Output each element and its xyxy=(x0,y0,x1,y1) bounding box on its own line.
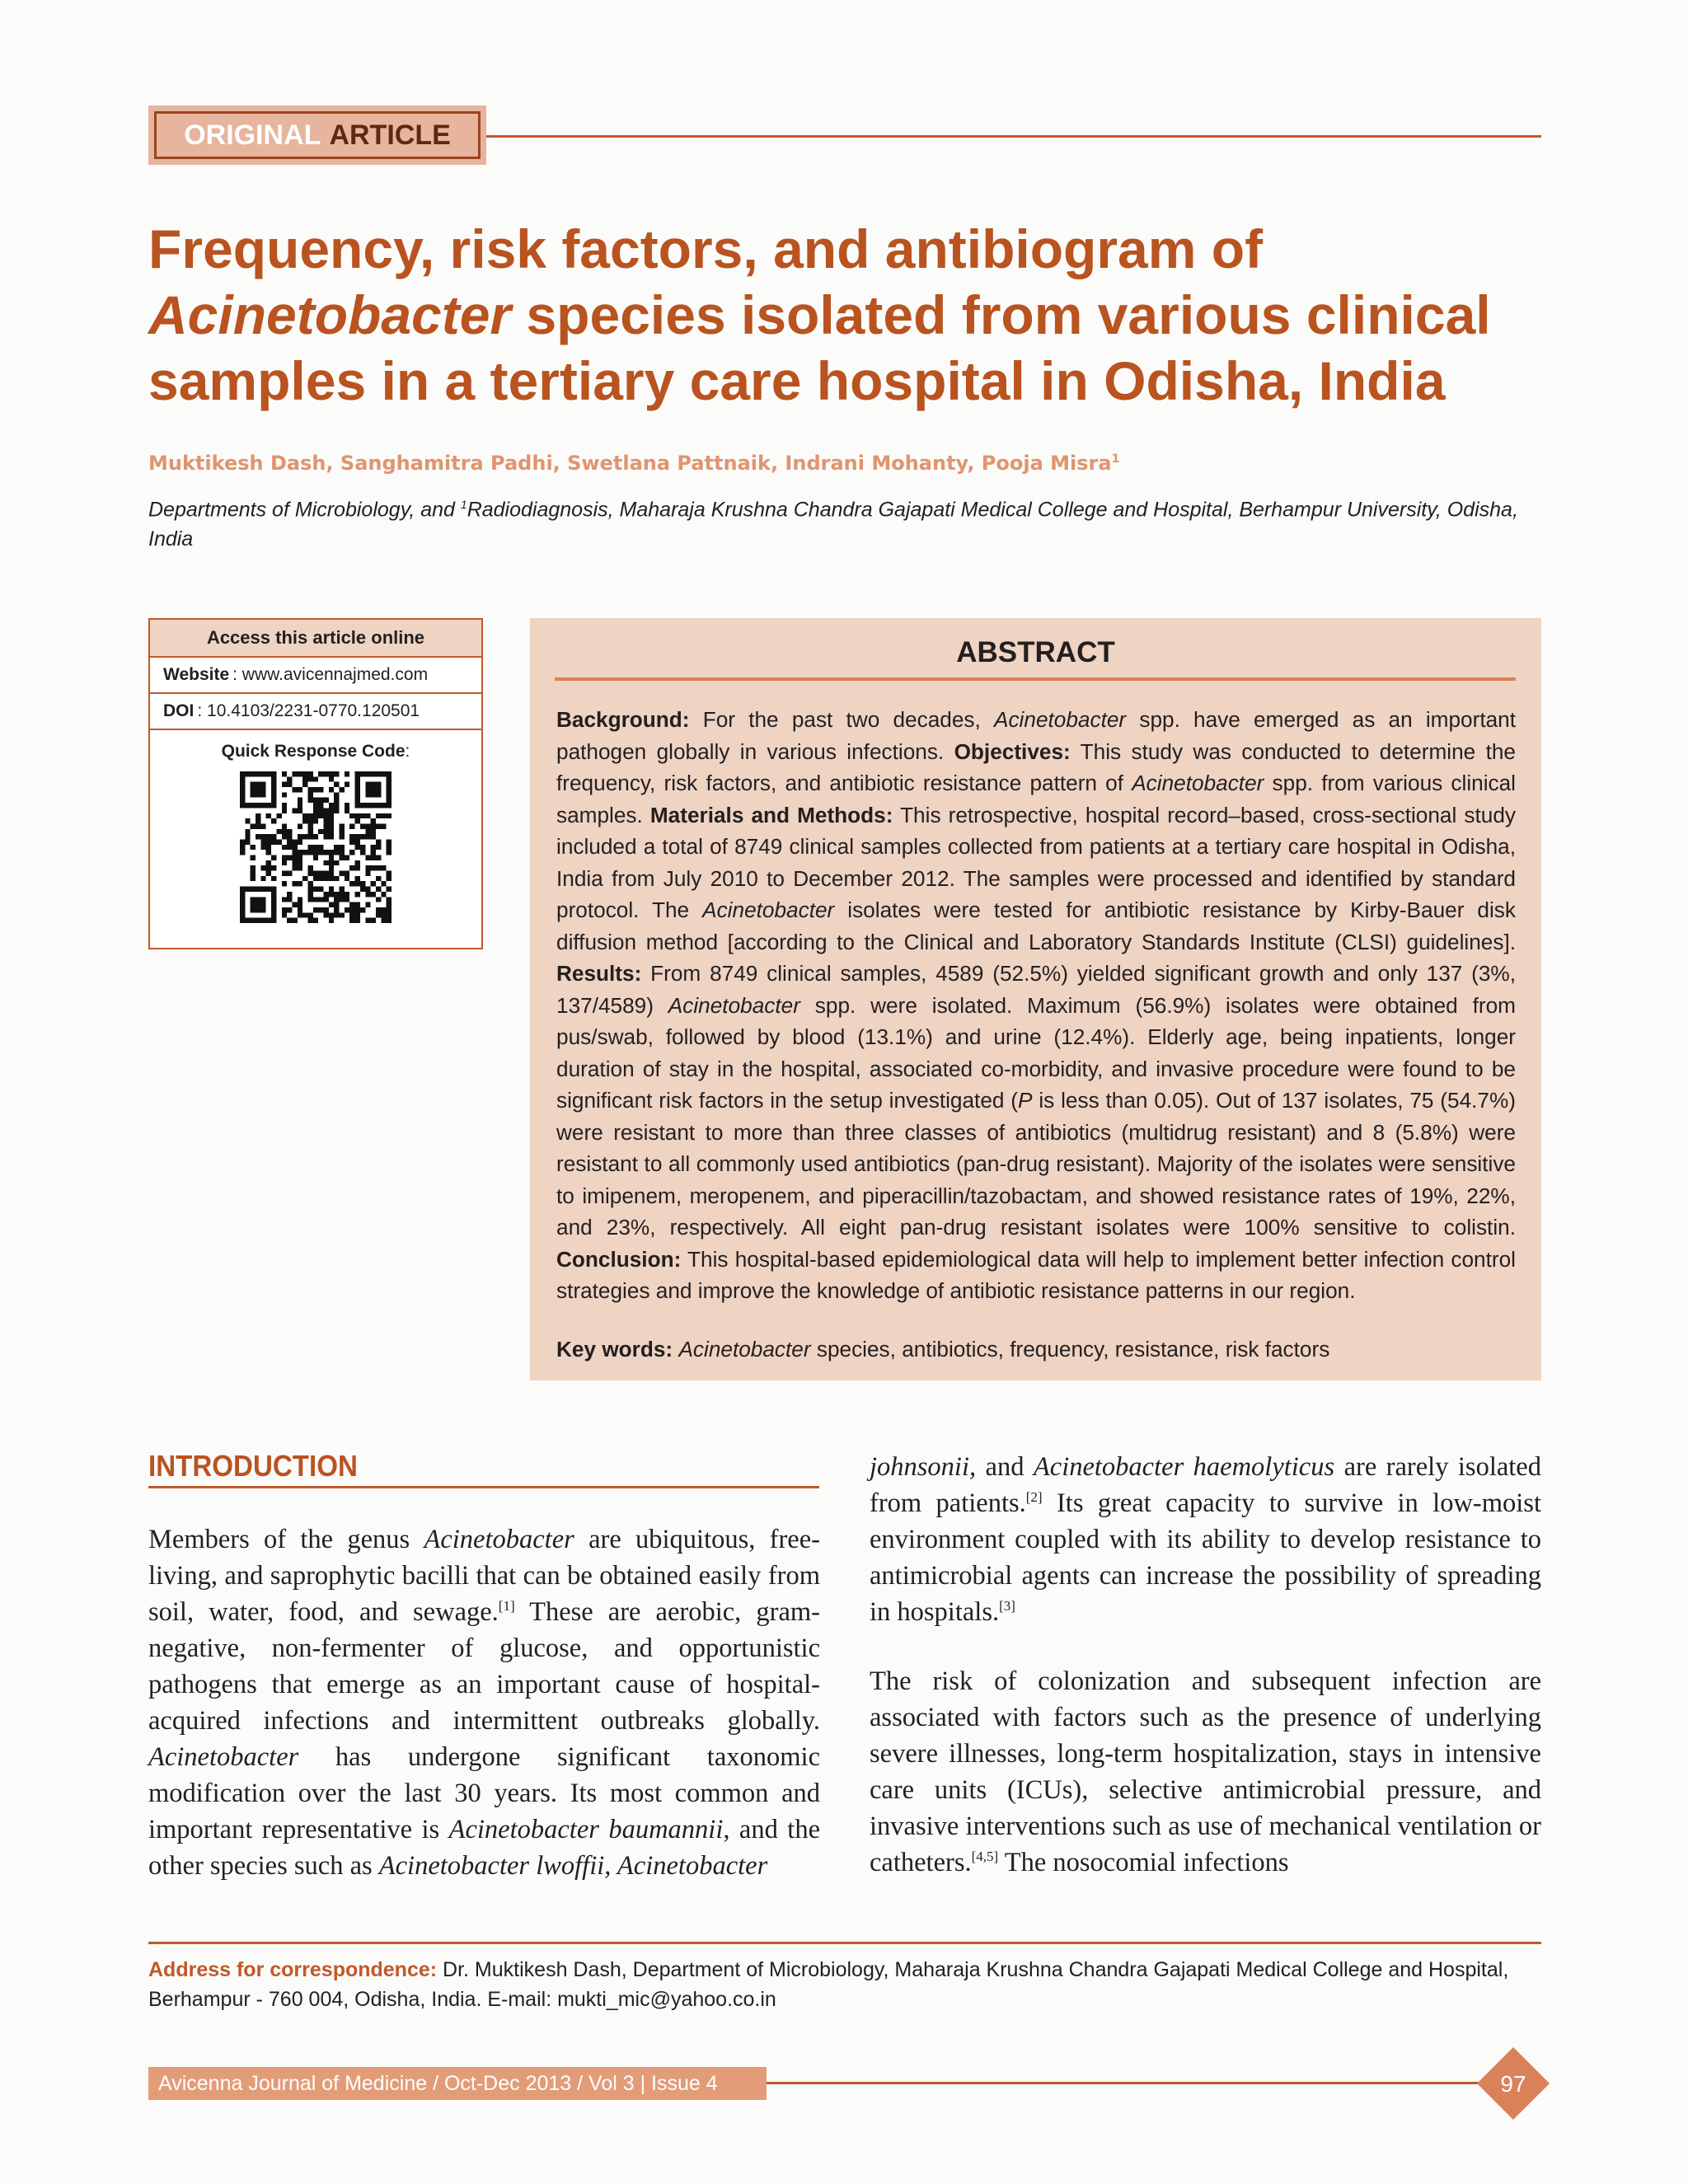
introduction-heading: INTRODUCTION xyxy=(148,1449,358,1483)
affiliation-mark: 1 xyxy=(460,498,467,511)
title-line-1: Frequency, risk factors, and antibiogram of xyxy=(148,218,1264,279)
abstract-background-text-2: spp. have emerged as an important pathogen globally in various infections. xyxy=(556,707,1517,764)
keywords-genus: Acinetobacter xyxy=(678,1337,811,1361)
doi-label: DOI xyxy=(163,701,195,720)
header-divider xyxy=(486,135,1541,138)
abstract-panel xyxy=(530,618,1541,1380)
introduction-column-right-p1 xyxy=(870,1449,1541,1630)
affiliation xyxy=(148,490,1550,554)
qr-label-text: Quick Response Code xyxy=(221,742,406,761)
citation-3[interactable]: [3] xyxy=(999,1598,1015,1615)
article-type-label xyxy=(154,111,481,159)
website-label: Website xyxy=(163,665,230,684)
abstract-methods-text-2: isolates were tested for antibiotic resistance by Kirby-Bauer disk diffusion method [according to the Clinical and Laboratory Standards Institute (CLSI) guidelines]. xyxy=(556,898,1516,954)
intro-genus: Acinetobacter xyxy=(424,1525,574,1554)
abstract-methods-text: This retrospective, hospital record–based, cross-sectional study included a total of 8749 clinical samples collected from patients at a tertiary care hospital in Odisha, India from July 2010 to December 2012. The samples were processed and identified by standard protocol. The xyxy=(556,802,1516,922)
title-line-3: samples in a tertiary care hospital in Odisha, India xyxy=(148,350,1446,411)
intro-species: johnsonii, xyxy=(870,1452,977,1482)
abstract-conclusion-text: This hospital-based epidemiological data will help to implement better infection control strategies and improve the knowledge of antibiotic resistance patterns in our region. xyxy=(556,1246,1516,1303)
abstract-results-text-2: spp. were isolated. Maximum (56.9%) isolates were obtained from pus/swab, followed by blood (13.1%) and urine (12.4%). Elderly age, being inpatients, longer duration of stay in the hospital, associated co-morbidity, and invasive procedure were found to be significant risk factors in the setup investigated ( xyxy=(556,992,1516,1113)
intro-text: are ubiquitous, free-living, and saprophytic bacilli that can be obtained easily from soil, water, food, and sewage. xyxy=(148,1525,820,1627)
keywords-list: species, antibiotics, frequency, resistance, risk factors xyxy=(810,1337,1330,1361)
intro-species: Acinetobacter haemolyticus xyxy=(1033,1452,1335,1482)
article-type-tag xyxy=(148,105,486,165)
intro-genus: Acinetobacter xyxy=(148,1742,299,1772)
abstract-results-label: Results: xyxy=(556,961,642,986)
abstract-divider xyxy=(555,677,1516,681)
abstract-background-label: Background: xyxy=(556,707,690,732)
abstract-heading: ABSTRACT xyxy=(956,636,1115,668)
access-online-box xyxy=(148,618,483,949)
author-names: Muktikesh Dash, Sanghamitra Padhi, Swetlana Pattnaik, Indrani Mohanty, Pooja Misra xyxy=(148,452,1112,475)
abstract-results-text-3: is less than 0.05). Out of 137 isolates, 75 (54.7%) were resistant to more than three classes of antibiotics (multidrug resistant) and 8 (5.8%) were resistant to all commonly used antibiotics (pan-drug resistant). Majority of the isolates were sensitive to imipenem, meropenem, and piperacillin/tazobactam, and showed resistance rates of 19%, 22%, and 23%, respectively. All eight pan-drug resistant isolates were 100% sensitive to colistin. xyxy=(556,1088,1516,1240)
abstract-genus: Acinetobacter xyxy=(994,707,1127,732)
intro-species: Acinetobacter baumannii xyxy=(448,1815,724,1844)
title-line-2: species isolated from various clinical xyxy=(511,284,1491,345)
introduction-column-left xyxy=(148,1521,820,1884)
keywords xyxy=(556,1333,1516,1365)
correspondence-label: Address for correspondence: xyxy=(148,1958,438,1981)
abstract-background-text: For the past two decades, xyxy=(689,707,994,732)
website-link[interactable]: : www.avicennajmed.com xyxy=(232,665,429,684)
abstract-methods-label: Materials and Methods: xyxy=(649,802,893,827)
article-type-word-original: ORIGINAL xyxy=(184,119,321,151)
intro-text: These are aerobic, gram-negative, non-fermenter of glucose, and opportunistic pathogens that emerge as an important cause of hospital-acquired infections and intermittent outbreaks globally. xyxy=(148,1597,820,1736)
abstract-genus: Acinetobacter xyxy=(1132,771,1264,795)
intro-text: , and the other species such as xyxy=(148,1815,820,1881)
intro-text: The risk of colonization and subsequent infection are associated with factors such as the presence of underlying severe illnesses, long-term hospitalization, stays in intensive care units (ICUs), selective antimicrobial pressure, and invasive interventions such as use of mechanical ventilation or catheters. xyxy=(870,1666,1541,1877)
intro-text: Members of the genus xyxy=(148,1525,424,1554)
intro-text: are rarely isolated from patients. xyxy=(870,1452,1541,1518)
abstract-body xyxy=(556,704,1516,1307)
page-number-badge xyxy=(1477,2047,1550,2120)
author-affiliation-mark: 1 xyxy=(1111,452,1120,466)
correspondence-address xyxy=(148,1955,1541,2014)
introduction-column-right-p2 xyxy=(870,1663,1541,1881)
affiliation-part-1: Departments of Microbiology, and xyxy=(148,498,461,522)
qr-code-icon[interactable] xyxy=(240,771,392,923)
journal-footer: Avicenna Journal of Medicine / Oct-Dec 2013 / Vol 3 | Issue 4 xyxy=(148,2067,767,2100)
intro-species: Acinetobacter lwoffii, Acinetobacter xyxy=(378,1851,768,1881)
website-row xyxy=(150,658,481,694)
intro-text: Its great capacity to survive in low-moist environment coupled with its ability to develop resistance to antimicrobial agents can increase the possibility of spreading in hospitals. xyxy=(870,1488,1541,1627)
qr-label-colon: : xyxy=(405,742,410,761)
abstract-objectives-text-2: spp. from various clinical samples. xyxy=(556,771,1516,827)
introduction-divider xyxy=(148,1486,819,1488)
abstract-objectives-text: This study was conducted to determine the frequency, risk factors, and antibiotic resistance pattern of xyxy=(556,738,1516,795)
intro-text: The nosocomial infections xyxy=(998,1848,1289,1877)
abstract-results-text: From 8749 clinical samples, 4589 (52.5%) yielded significant growth and only 137 (3%, 137/4589) xyxy=(556,961,1516,1018)
author-list xyxy=(148,452,1550,475)
abstract-genus: Acinetobacter xyxy=(702,898,835,922)
abstract-genus: Acinetobacter xyxy=(668,992,800,1018)
citation-4-5[interactable]: [4,5] xyxy=(971,1849,999,1865)
doi-link[interactable]: : 10.4103/2231-0770.120501 xyxy=(197,701,420,720)
article-title xyxy=(148,216,1550,414)
abstract-p-value: P xyxy=(1018,1088,1033,1113)
access-heading: Access this article online xyxy=(150,620,481,658)
title-genus: Acinetobacter xyxy=(148,284,512,345)
affiliation-part-2: Radiodiagnosis, Maharaja Krushna Chandra Gajapati Medical College and Hospital, Berhampur University, Odisha, India xyxy=(148,498,1518,551)
article-type-word-article: ARTICLE xyxy=(329,119,451,151)
abstract-conclusion-label: Conclusion: xyxy=(556,1246,682,1272)
correspondence-text: Dr. Muktikesh Dash, Department of Microbiology, Maharaja Krushna Chandra Gajapati Medical College and Hospital, Berhampur - 760 004, Odisha, India. E-mail: mukti_mic@yahoo.co.in xyxy=(148,1958,1509,2011)
doi-row xyxy=(150,694,481,730)
citation-2[interactable]: [2] xyxy=(1025,1489,1043,1506)
keywords-label: Key words: xyxy=(556,1337,673,1361)
intro-text: has undergone significant taxonomic modification over the last 30 years. Its most common and important representative is xyxy=(148,1742,820,1844)
citation-1[interactable]: [1] xyxy=(498,1598,515,1615)
correspondence-divider xyxy=(148,1942,1541,1944)
qr-label xyxy=(150,742,481,762)
abstract-objectives-label: Objectives: xyxy=(954,738,1071,764)
footer-divider xyxy=(767,2082,1492,2084)
intro-text: and xyxy=(976,1452,1034,1482)
page-number: 97 xyxy=(1500,2071,1526,2097)
